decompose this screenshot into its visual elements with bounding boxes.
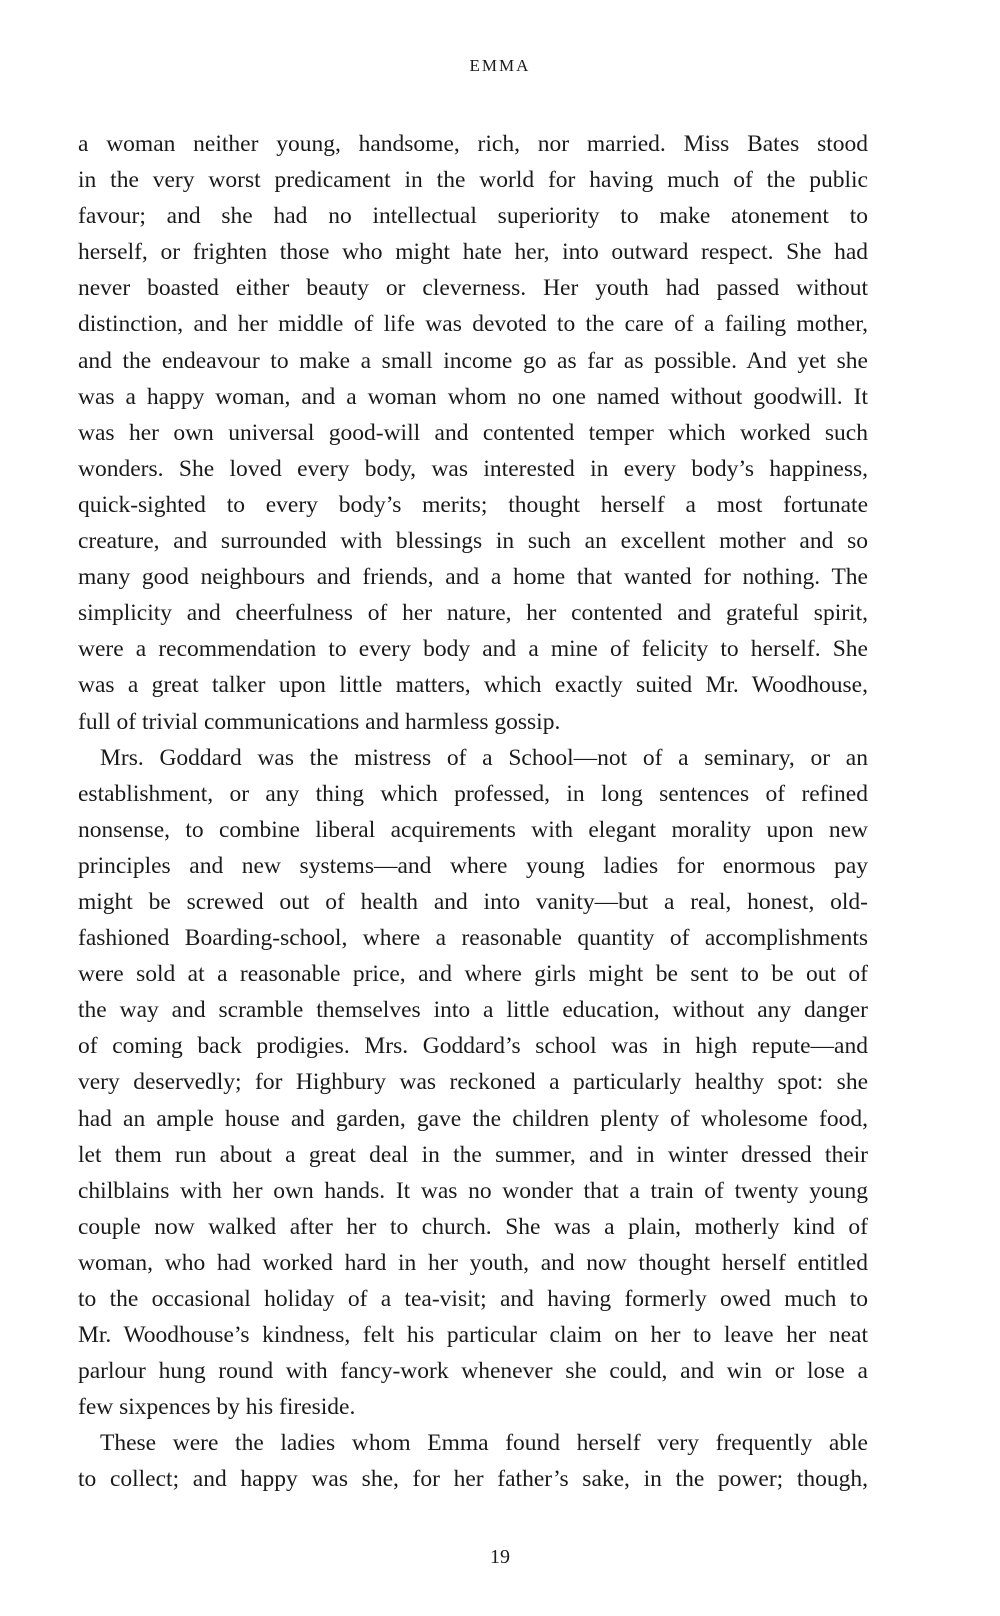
paragraph (78, 740, 868, 1426)
text-line: establishment, or any thing which professed, in long sentences of refined (78, 780, 868, 807)
text-line: few sixpences by his fireside. (78, 1394, 356, 1421)
text-line: favour; and she had no intellectual superiority to make atonement to (78, 203, 868, 230)
text-line: chilblains with her own hands. It was no wonder that a train of twenty young (78, 1177, 868, 1204)
text-line: simplicity and cheerfulness of her nature, her contented and grateful spirit, (78, 600, 868, 627)
text-line: full of trivial communications and harmless gossip. (78, 708, 561, 735)
text-line: Mrs. Goddard was the mistress of a School—not of a seminary, or an (100, 744, 868, 771)
text-line: might be screwed out of health and into vanity—but a real, honest, old- (78, 888, 868, 915)
text-line: very deservedly; for Highbury was reckoned a particularly healthy spot: she (78, 1069, 868, 1096)
text-line: to collect; and happy was she, for her father’s sake, in the power; though, (78, 1466, 868, 1493)
text-line: nonsense, to combine liberal acquirements with elegant morality upon new (78, 816, 868, 843)
text-line: in the very worst predicament in the world for having much of the public (78, 167, 868, 194)
text-line: had an ample house and garden, gave the children plenty of wholesome food, (78, 1105, 868, 1132)
text-line: woman, who had worked hard in her youth, and now thought herself entitled (78, 1249, 868, 1276)
text-line: quick-sighted to every body’s merits; thought herself a most fortunate (78, 491, 868, 518)
text-line: was her own universal good-will and contented temper which worked such (78, 419, 868, 446)
text-line: herself, or frighten those who might hate her, into outward respect. She had (78, 239, 868, 266)
text-line: to the occasional holiday of a tea-visit; and having formerly owed much to (78, 1286, 868, 1312)
text-line: the way and scramble themselves into a little education, without any danger (78, 997, 868, 1024)
text-line: many good neighbours and friends, and a home that wanted for nothing. The (78, 564, 868, 591)
text-line: creature, and surrounded with blessings in such an excellent mother and so (78, 528, 868, 555)
paragraph (78, 1425, 868, 1497)
paragraph (78, 126, 868, 740)
page-body-text (78, 126, 868, 1498)
text-line: parlour hung round with fancy-work whenever she could, and win or lose a (78, 1358, 868, 1385)
text-line: let them run about a great deal in the summer, and in winter dressed their (78, 1141, 868, 1168)
text-line: These were the ladies whom Emma found herself very frequently able (100, 1430, 868, 1457)
text-line: principles and new systems—and where young ladies for enormous pay (78, 852, 868, 879)
page-number: 19 (490, 1546, 510, 1568)
text-line: distinction, and her middle of life was devoted to the care of a failing mother, (78, 311, 868, 338)
text-line: wonders. She loved every body, was interested in every body’s happiness, (78, 455, 868, 482)
text-line: of coming back prodigies. Mrs. Goddard’s school was in high repute—and (78, 1033, 868, 1060)
text-line: was a happy woman, and a woman whom no one named without goodwill. It (78, 383, 868, 410)
text-line: never boasted either beauty or cleverness. Her youth had passed without (78, 275, 868, 302)
text-line: a woman neither young, handsome, rich, nor married. Miss Bates stood (78, 131, 868, 157)
text-line: Mr. Woodhouse’s kindness, felt his particular claim on her to leave her neat (78, 1322, 868, 1349)
text-line: was a great talker upon little matters, which exactly suited Mr. Woodhouse, (78, 672, 868, 699)
text-line: were a recommendation to every body and a mine of felicity to herself. She (78, 636, 868, 663)
text-line: were sold at a reasonable price, and where girls might be sent to be out of (78, 961, 868, 988)
text-line: fashioned Boarding-school, where a reasonable quantity of accomplishments (78, 925, 868, 952)
text-line: and the endeavour to make a small income go as far as possible. And yet she (78, 347, 868, 374)
text-line: couple now walked after her to church. She was a plain, motherly kind of (78, 1213, 868, 1240)
running-head: EMMA (469, 56, 531, 75)
